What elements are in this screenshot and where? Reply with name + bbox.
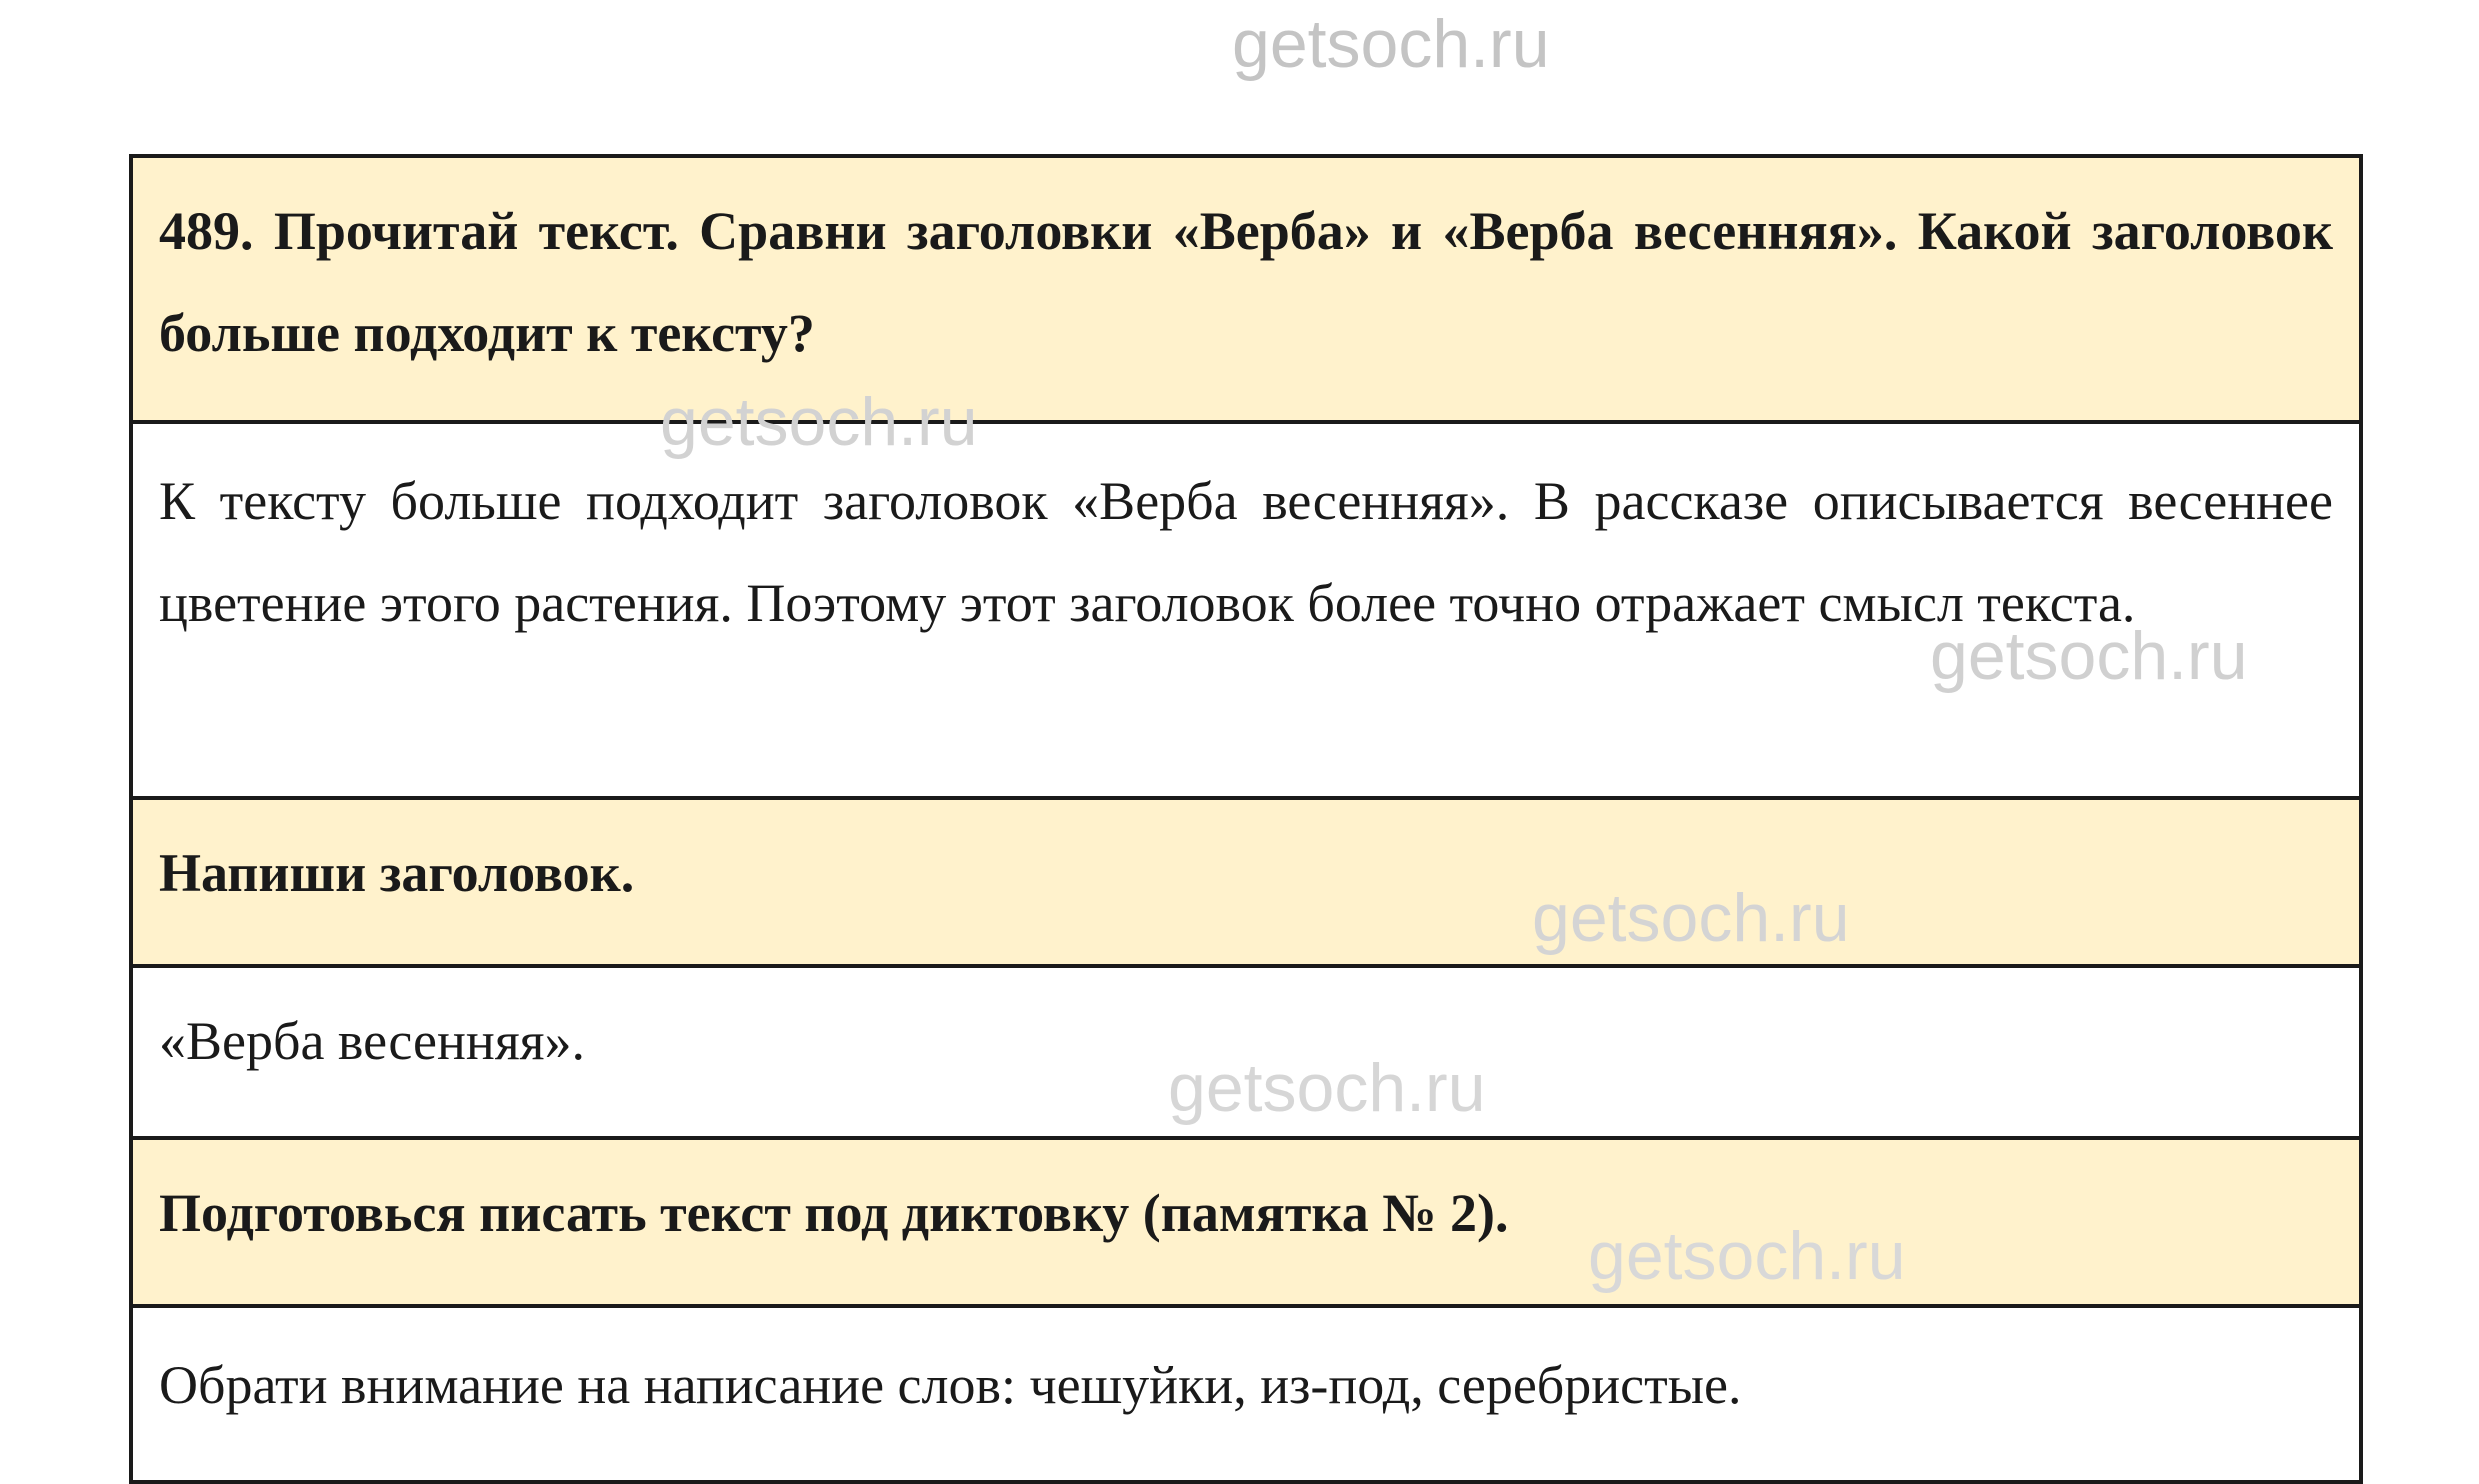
task-table: [129, 154, 2363, 1484]
question-text: Подготовься писать текст под диктовку (памятка № 2).: [159, 1183, 1509, 1243]
table-row: [131, 1306, 2361, 1482]
question-cell: [131, 156, 2361, 422]
answer-cell: [131, 966, 2361, 1138]
watermark: getsoch.ru: [1232, 6, 1550, 82]
table-row: [131, 1138, 2361, 1306]
table-row: [131, 422, 2361, 798]
answer-text: К тексту больше подходит заголовок «Верба весенняя». В рассказе описывается весеннее цветение этого растения. Поэтому этот заголовок более точно отражает смысл текста.: [159, 471, 2333, 633]
table-row: [131, 798, 2361, 966]
answer-text: «Верба весенняя».: [159, 1011, 585, 1071]
question-cell: [131, 1138, 2361, 1306]
question-cell: [131, 798, 2361, 966]
table-row: [131, 156, 2361, 422]
question-text: 489. Прочитай текст. Сравни заголовки «Верба» и «Верба весенняя». Какой заголовок больше подходит к тексту?: [159, 201, 2333, 363]
question-text: Напиши заголовок.: [159, 843, 635, 903]
watermark: getsoch.ru: [660, 384, 978, 460]
watermark: getsoch.ru: [1930, 618, 2248, 694]
watermark: getsoch.ru: [1532, 880, 1850, 956]
watermark: getsoch.ru: [1168, 1050, 1486, 1126]
answer-text: Обрати внимание на написание слов: чешуйки, из-под, серебристые.: [159, 1355, 1742, 1415]
answer-cell: [131, 422, 2361, 798]
watermark: getsoch.ru: [1588, 1218, 1906, 1294]
table-row: [131, 966, 2361, 1138]
answer-cell: [131, 1306, 2361, 1482]
